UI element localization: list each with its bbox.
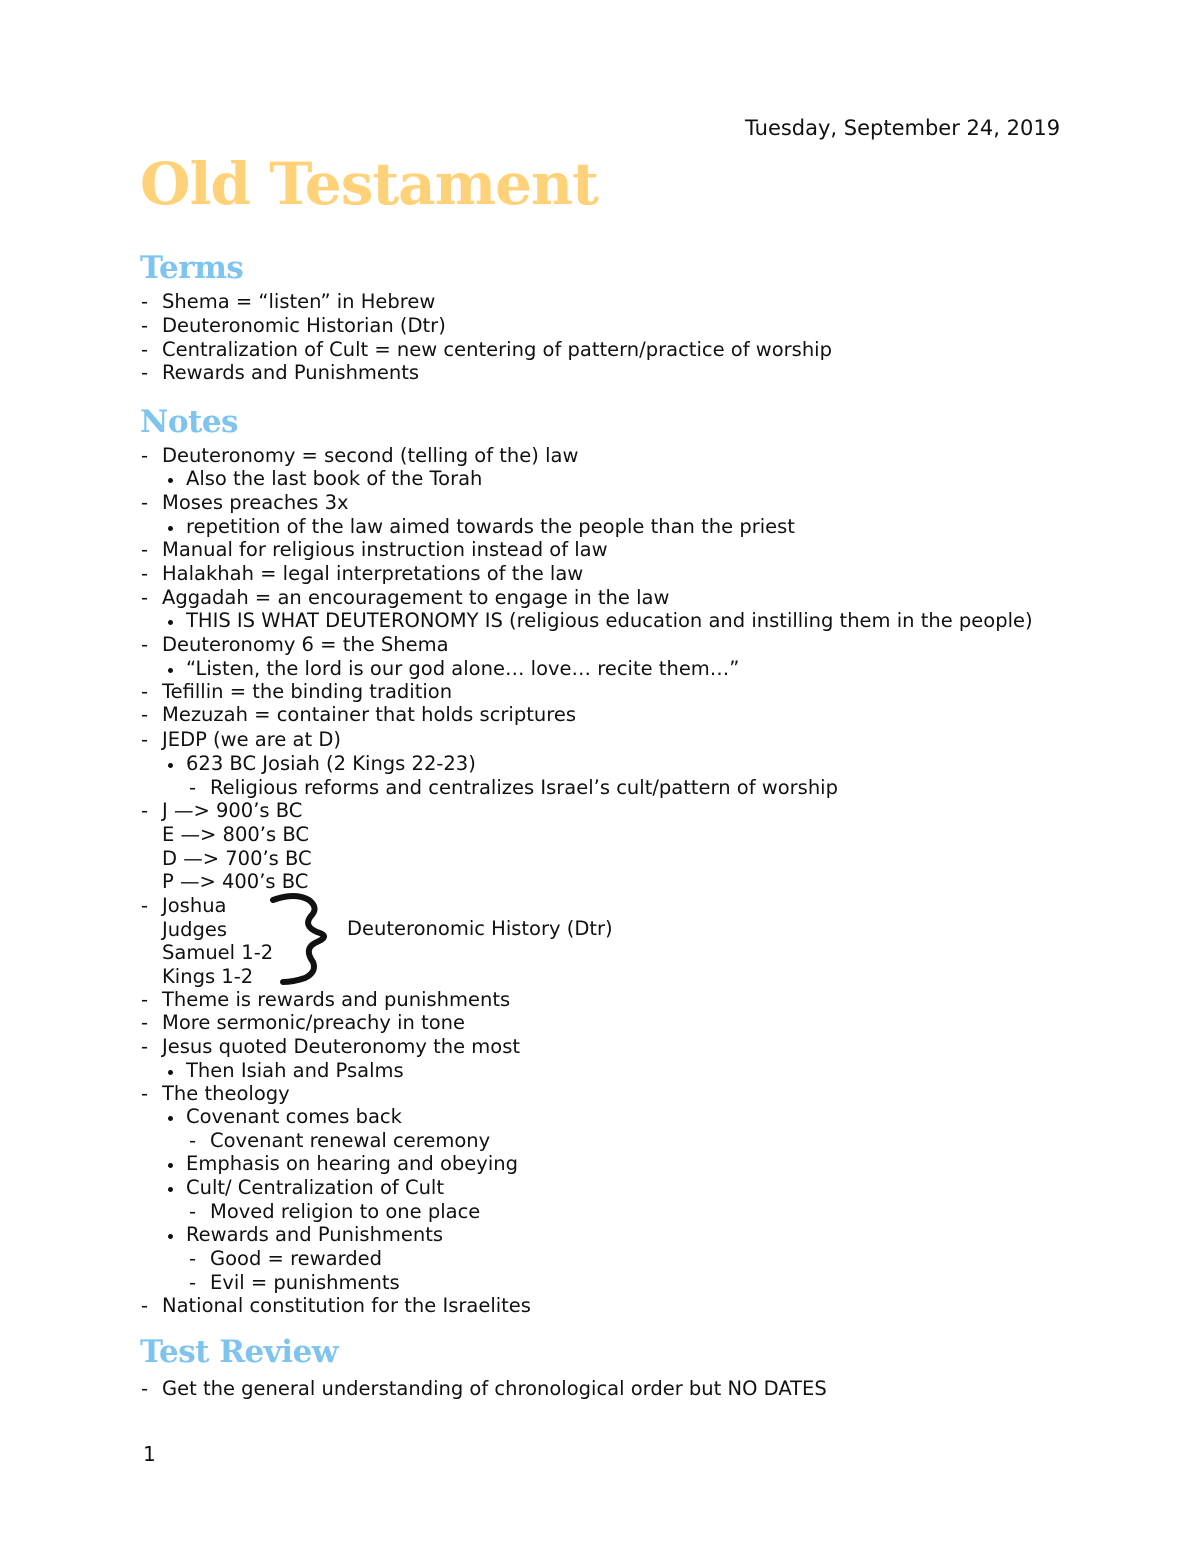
dash-marker: - xyxy=(189,776,197,799)
list-item: Centralization of Cult = new centering of pattern/practice of worship xyxy=(162,338,832,361)
list-item: Judges xyxy=(162,918,228,941)
bullet-marker xyxy=(168,1163,173,1168)
list-item: Moses preaches 3x xyxy=(162,491,349,514)
list-item: National constitution for the Israelites xyxy=(162,1294,531,1317)
list-item: The theology xyxy=(162,1082,290,1105)
list-item: Rewards and Punishments xyxy=(162,361,420,384)
list-item: Kings 1-2 xyxy=(162,965,254,988)
list-item: D —> 700’s BC xyxy=(162,847,312,870)
dash-marker: - xyxy=(141,538,149,561)
dash-marker: - xyxy=(189,1271,197,1294)
dash-marker: - xyxy=(141,633,149,656)
list-item: JEDP (we are at D) xyxy=(162,728,341,751)
list-item: Tefillin = the binding tradition xyxy=(162,680,453,703)
bullet-marker xyxy=(168,1187,173,1192)
list-item: P —> 400’s BC xyxy=(162,870,309,893)
list-item: Rewards and Punishments xyxy=(186,1223,444,1246)
bullet-marker xyxy=(168,668,173,673)
dash-marker: - xyxy=(141,1035,149,1058)
list-item: Theme is rewards and punishments xyxy=(162,988,511,1011)
dash-marker: - xyxy=(141,361,149,384)
bullet-marker xyxy=(168,1234,173,1239)
list-item: 623 BC Josiah (2 Kings 22-23) xyxy=(186,752,476,775)
list-item: More sermonic/preachy in tone xyxy=(162,1011,466,1034)
list-item: Halakhah = legal interpretations of the law xyxy=(162,562,584,585)
brace-label: Deuteronomic History (Dtr) xyxy=(347,917,613,940)
bullet-marker xyxy=(168,1070,173,1075)
list-item: Good = rewarded xyxy=(210,1247,382,1270)
list-item: Emphasis on hearing and obeying xyxy=(186,1152,518,1175)
bullet-marker xyxy=(168,620,173,625)
list-item: Mezuzah = container that holds scriptures xyxy=(162,703,576,726)
list-item: “Listen, the lord is our god alone… love… recite them…” xyxy=(186,657,740,680)
dash-marker: - xyxy=(141,562,149,585)
section-heading-test-review: Test Review xyxy=(140,1334,338,1370)
page-title: Old Testament xyxy=(140,150,598,218)
dash-marker: - xyxy=(141,799,149,822)
list-item: Covenant comes back xyxy=(186,1105,402,1128)
dash-marker: - xyxy=(141,894,149,917)
dash-marker: - xyxy=(141,728,149,751)
list-item: Manual for religious instruction instead of law xyxy=(162,538,608,561)
bullet-marker xyxy=(168,1116,173,1121)
list-item: Jesus quoted Deuteronomy the most xyxy=(162,1035,520,1058)
dash-marker: - xyxy=(189,1200,197,1223)
page-number: 1 xyxy=(143,1442,156,1466)
dash-marker: - xyxy=(141,680,149,703)
list-item: Evil = punishments xyxy=(210,1271,400,1294)
list-item: Joshua xyxy=(162,894,227,917)
section-heading-notes: Notes xyxy=(140,404,239,440)
dash-marker: - xyxy=(189,1129,197,1152)
bullet-marker xyxy=(168,478,173,483)
list-item: Shema = “listen” in Hebrew xyxy=(162,290,436,313)
dash-marker: - xyxy=(141,314,149,337)
list-item: Deuteronomy = second (telling of the) law xyxy=(162,444,579,467)
dash-marker: - xyxy=(141,1011,149,1034)
dash-marker: - xyxy=(141,1377,149,1400)
dash-marker: - xyxy=(141,988,149,1011)
list-item: J —> 900’s BC xyxy=(162,799,303,822)
list-item: THIS IS WHAT DEUTERONOMY IS (religious education and instilling them in the people) xyxy=(186,609,1033,632)
list-item: repetition of the law aimed towards the people than the priest xyxy=(186,515,795,538)
list-item: Get the general understanding of chronological order but NO DATES xyxy=(162,1377,827,1400)
list-item: Moved religion to one place xyxy=(210,1200,481,1223)
dash-marker: - xyxy=(141,703,149,726)
bullet-marker xyxy=(168,763,173,768)
section-heading-terms: Terms xyxy=(140,250,244,286)
list-item: E —> 800’s BC xyxy=(162,823,309,846)
dash-marker: - xyxy=(141,338,149,361)
list-item: Cult/ Centralization of Cult xyxy=(186,1176,444,1199)
dash-marker: - xyxy=(141,1082,149,1105)
list-item: Deuteronomic Historian (Dtr) xyxy=(162,314,446,337)
note-date: Tuesday, September 24, 2019 xyxy=(745,116,1061,140)
list-item: Also the last book of the Torah xyxy=(186,467,483,490)
list-item: Aggadah = an encouragement to engage in the law xyxy=(162,586,670,609)
bullet-marker xyxy=(168,526,173,531)
curly-brace-icon xyxy=(265,890,345,990)
list-item: Then Isiah and Psalms xyxy=(186,1059,404,1082)
dash-marker: - xyxy=(141,586,149,609)
list-item: Samuel 1-2 xyxy=(162,941,274,964)
dash-marker: - xyxy=(141,290,149,313)
list-item: Covenant renewal ceremony xyxy=(210,1129,491,1152)
list-item: Religious reforms and centralizes Israel’s cult/pattern of worship xyxy=(210,776,838,799)
dash-marker: - xyxy=(141,1294,149,1317)
dash-marker: - xyxy=(141,491,149,514)
list-item: Deuteronomy 6 = the Shema xyxy=(162,633,449,656)
dash-marker: - xyxy=(141,444,149,467)
dash-marker: - xyxy=(189,1247,197,1270)
